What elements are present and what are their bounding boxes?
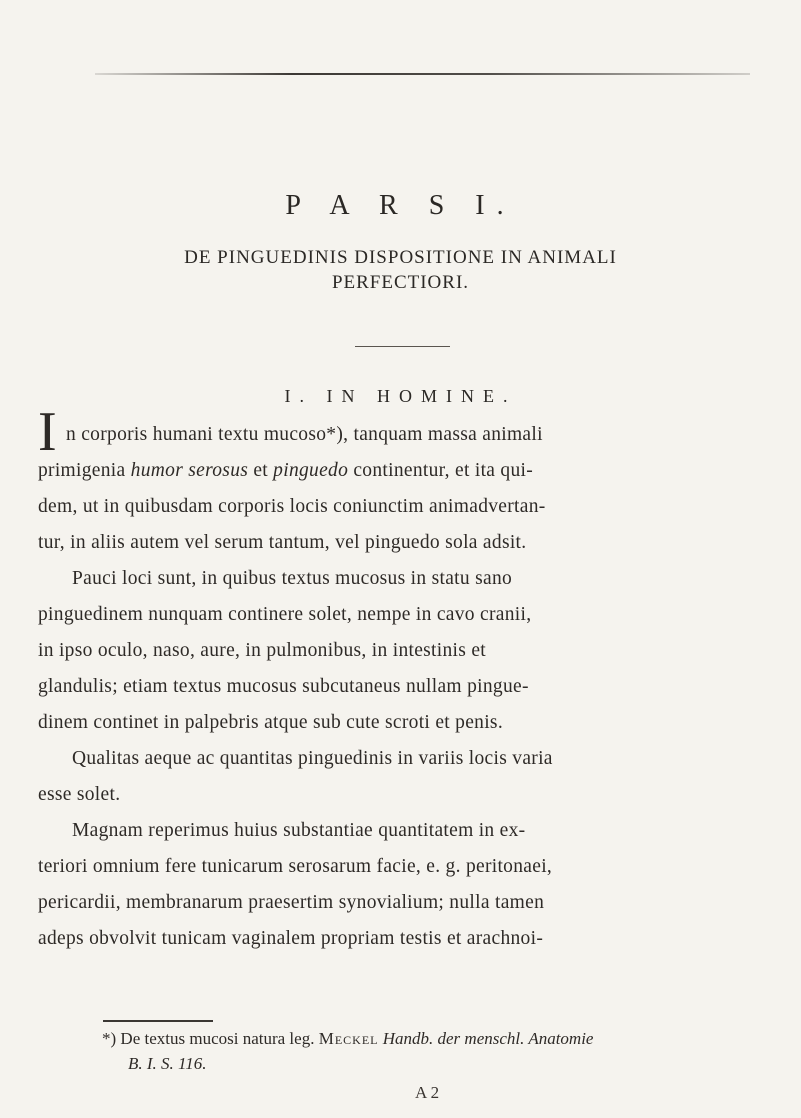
signature-mark: A 2 — [415, 1083, 440, 1102]
body-text: tur, in aliis autem vel serum tantum, vel pinguedo sola adsit. — [38, 532, 527, 553]
body-line-5 — [72, 565, 801, 593]
body-text: esse solet. — [38, 784, 121, 805]
footnote-author: Meckel — [318, 1029, 379, 1048]
body-line-6 — [38, 601, 768, 629]
body-line-10 — [72, 745, 801, 773]
section-title-line1: DE PINGUEDINIS DISPOSITIONE IN ANIMALI — [184, 247, 617, 268]
body-line-3 — [38, 493, 768, 521]
body-text: teriori omnium fere tunicarum serosarum facie, e. g. peritonaei, — [38, 856, 553, 877]
part-title: P A R S I. — [285, 190, 516, 221]
footnote-text: *) De textus mucosi natura leg. — [102, 1029, 319, 1048]
body-text: dem, ut in quibusdam corporis locis coniunctim animadvertan- — [38, 496, 546, 517]
body-line-14 — [38, 889, 768, 917]
body-text: et — [248, 460, 274, 481]
body-text: in ipso oculo, naso, aure, in pulmonibus, in intestinis et — [38, 640, 486, 661]
body-text: Magnam reperimus huius substantiae quantitatem in ex- — [72, 820, 526, 841]
body-text: n corporis humani textu mucoso*), tanquam massa animali — [66, 424, 543, 445]
body-italic-text: humor serosus — [130, 460, 249, 481]
body-line-4 — [38, 529, 768, 557]
subsection-title: I. IN HOMINE. — [284, 386, 517, 406]
footnote-work-title: Handb. der menschl. Anatomie — [382, 1029, 594, 1048]
body-text: adeps obvolvit tunicam vaginalem propriam testis et arachnoi- — [38, 928, 544, 949]
drop-cap: I — [38, 401, 57, 463]
body-line-8 — [38, 673, 768, 701]
body-line-1 — [66, 421, 796, 449]
body-text: pinguedinem nunquam continere solet, nempe in cavo cranii, — [38, 604, 532, 625]
body-text: continentur, et ita qui- — [348, 460, 534, 481]
body-italic-text: pinguedo — [273, 460, 349, 481]
footnote-line-1 — [102, 1029, 593, 1049]
footnote-rule — [103, 1020, 213, 1022]
body-text: Pauci loci sunt, in quibus textus mucosus in statu sano — [72, 568, 513, 589]
top-rule — [95, 73, 750, 75]
body-line-9 — [38, 709, 768, 737]
body-text: pericardii, membranarum praesertim synovialium; nulla tamen — [38, 892, 545, 913]
section-title-line2: PERFECTIORI. — [331, 272, 470, 293]
body-line-2 — [38, 457, 768, 485]
body-line-7 — [38, 637, 768, 665]
body-line-11 — [38, 781, 768, 809]
body-text: dinem continet in palpebris atque sub cute scroti et penis. — [38, 712, 503, 733]
body-line-15 — [38, 925, 768, 953]
section-divider — [355, 346, 450, 347]
footnote-line-2: B. I. S. 116. — [128, 1054, 207, 1073]
body-line-13 — [38, 853, 768, 881]
body-text: glandulis; etiam textus mucosus subcutaneus nullam pingue- — [38, 676, 529, 697]
body-text: primigenia — [38, 460, 131, 481]
body-line-12 — [72, 817, 801, 845]
body-text: Qualitas aeque ac quantitas pinguedinis in variis locis varia — [72, 748, 553, 769]
